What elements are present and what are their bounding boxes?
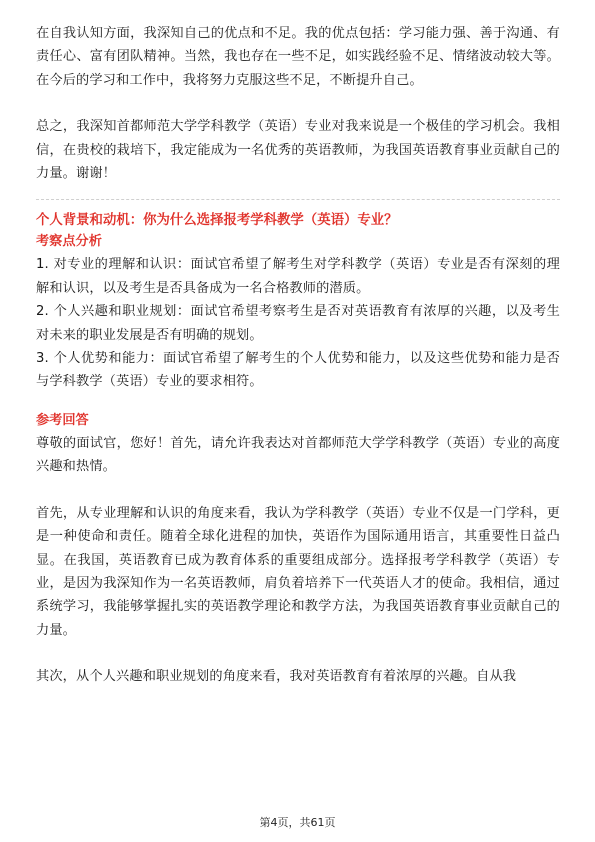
answer-paragraph-2: 首先，从专业理解和认识的角度来看，我认为学科教学（英语）专业不仅是一门学科，更是一种使命和责任。随着全球化进程的加快，英语作为国际通用语言，其重要性日益凸显。在我国，英语教育已成为教育体系的重要组成部分。选择报考学科教学（英语）专业，是因为我深知作为一名英语教师，肩负着培养下一代英语人才的使命。我相信，通过系统学习，我能够掌握扎实的英语教学理论和教学方法，为我国英语教育事业贡献自己的力量。	[36, 505, 560, 638]
question-title: 个人背景和动机：你为什么选择报考学科教学（英语）专业？	[36, 213, 398, 229]
analysis-point-2: 2. 个人兴趣和职业规划：面试官希望考察考生是否对英语教育有浓厚的兴趣，以及考生对未来的职业发展是否有明确的规划。	[36, 304, 560, 343]
answer-paragraph-1: 尊敬的面试官，您好！首先，请允许我表达对首都师范大学学科教学（英语）专业的高度兴趣和热情。	[36, 435, 560, 475]
answer-heading: 参考回答	[36, 412, 89, 428]
analysis-point-1: 1. 对专业的理解和认识：面试官希望了解考生对学科教学（英语）专业是否有深刻的理解和认识，以及考生是否具备成为一名合格教师的潜质。	[36, 257, 560, 296]
page-number: 第4页，共61页	[259, 816, 336, 829]
paragraph-conclusion: 总之，我深知首都师范大学学科教学（英语）专业对我来说是一个极佳的学习机会。我相信，在贵校的栽培下，我定能成为一名优秀的英语教师，为我国英语教育事业贡献自己的力量。谢谢！	[36, 119, 560, 182]
analysis-heading: 考察点分析	[36, 234, 102, 250]
paragraph-self-awareness: 在自我认知方面，我深知自己的优点和不足。我的优点包括：学习能力强、善于沟通、有责任心、富有团队精神。当然，我也存在一些不足，如实践经验不足、情绪波动较大等。在今后的学习和工作中，我将努力克服这些不足，不断提升自己。	[36, 26, 560, 88]
answer-paragraph-3: 其次，从个人兴趣和职业规划的角度来看，我对英语教育有着浓厚的兴趣。自从我	[36, 669, 517, 685]
section-divider	[36, 199, 560, 200]
analysis-point-3: 3. 个人优势和能力：面试官希望了解考生的个人优势和能力，以及这些优势和能力是否与学科教学（英语）专业的要求相符。	[36, 351, 560, 390]
page-content	[36, 22, 560, 689]
